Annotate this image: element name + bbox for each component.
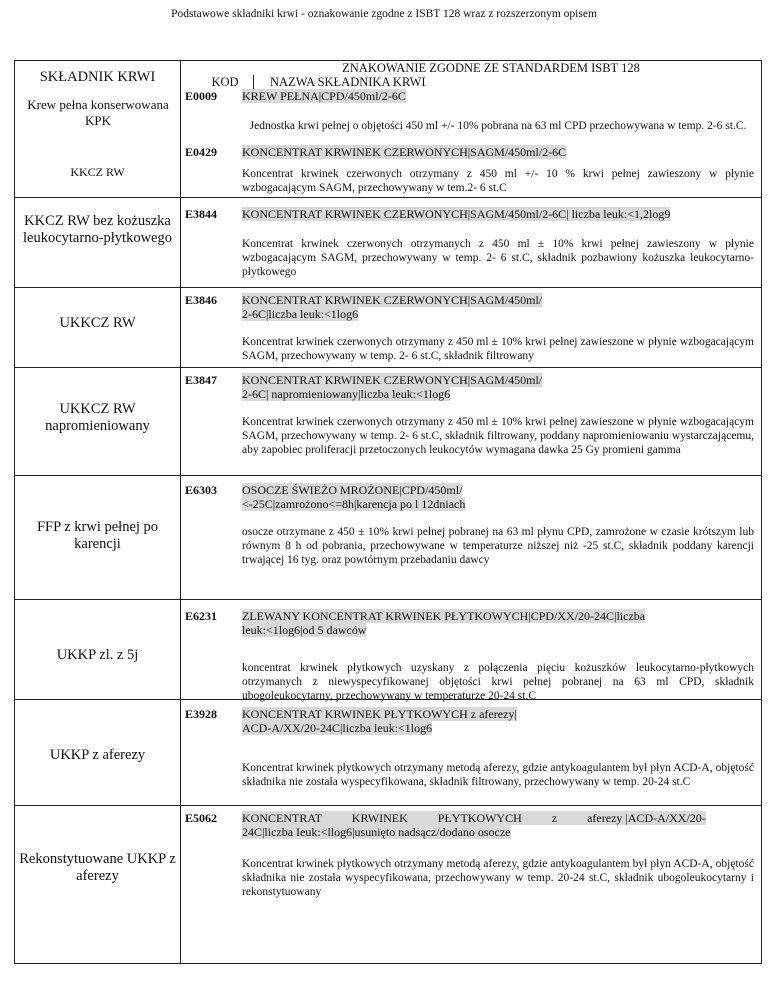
code-e0429: E0429	[185, 145, 218, 159]
row-separator	[15, 367, 761, 368]
label-e3846-line1: KONCENTRAT KRWINEK CZERWONYCH|SAGM/450ml/	[242, 293, 543, 307]
desc-e3846: Koncentrat krwinek czerwonych otrzymany z 450 ml ± 10% krwi pełnej zawieszone w płynie wzbogacającym SAGM, przechowywany w temp. 2- 6 st.C, składnik filtrowany	[242, 336, 754, 362]
component-kkcz-rw-bez-kozuszka: KKCZ RW bez kożuszka leukocytarno-płytkowego	[23, 213, 172, 247]
code-e3928: E3928	[185, 707, 218, 721]
page-header: Podstawowe składniki krwi - oznakowanie zgodne z ISBT 128 wraz z rozszerzonym opisem	[171, 8, 597, 20]
label-e6231-line1: ZLEWANY KONCENTRAT KRWINEK PŁYTKOWYCH|CPD/XX/20-24C|liczba	[242, 609, 646, 623]
label-e0009: KREW PEŁNA|CPD/450ml/2-6C	[242, 89, 406, 103]
label-e3847-line1: KONCENTRAT KRWINEK CZERWONYCH|SAGM/450ml/	[242, 373, 543, 387]
label-e3928-line2: ACD-A/XX/20-24C|liczba leuk:<1log6	[242, 721, 433, 735]
component-rekonstytuowane-ukkp: Rekonstytuowane UKKP z aferezy	[19, 851, 176, 885]
desc-e3847: Koncentrat krwinek czerwonych otrzymany z 450 ml ± 10% krwi pełnej zawieszone w płynie wzbogacającym SAGM, przechowywany w temp. 2- 6 st.C, składnik filtrowany, poddany napromieniowaniu wystarczającemu, aby zapobiec proliferacji przetoczonych leukocytów wymagana dawka 25 Gy promieni gamma	[242, 416, 754, 456]
row-separator	[15, 475, 761, 476]
desc-e6231: koncentrat krwinek płytkowych uzyskany z połączenia pięciu kożuszków leukocytarno-płytkowych otrzymanych z niewyspecyfikowanej objętości krwi pełnej pobranej na 63 ml CPD, składnik ubogoleukocytarny, przechowywany w temperaturze 20-24 st.C	[242, 662, 754, 702]
row-separator	[15, 287, 761, 288]
label-e3847-line2: 2-6C| napromieniowany|liczba leuk:<1log6	[242, 387, 451, 401]
label-e3846-line2: 2-6C|liczba leuk:<1log6	[242, 307, 359, 321]
code-e6303: E6303	[185, 483, 218, 497]
row-separator	[15, 805, 761, 806]
label-e5062-line2: 24C|liczba Ieuk:<llog6|usunięto nadsącz/dodano osocze	[242, 825, 511, 839]
component-ukkp-zl: UKKP zl. z 5j	[56, 647, 139, 663]
label-e6303-line1: OSOCZE ŚWIEŻO MROŻONE|CPD/450ml/	[242, 483, 463, 497]
desc-e3844: Koncentrat krwinek czerwonych otrzymanych z 450 ml ± 10% krwi pełnej zawieszony w płynie wzbogacającym SAGM, przechowywany w temp. 2- 6 st.C, składnik pozbawiony kożuszka leukocytarno-płytkowego	[242, 238, 754, 278]
component-kpk: Krew pełna konserwowana KPK	[27, 97, 169, 128]
label-e6303-line2: <-25C|zamrożono<=8h|karencja po l 12dniach	[242, 497, 466, 511]
name-header: NAZWA SKŁADNIKA KRWI	[253, 75, 426, 90]
label-e0429: KONCENTRAT KRWINEK CZERWONYCH|SAGM/450ml/2-6C	[242, 145, 567, 159]
component-ukkcz-rw: UKKCZ RW	[59, 315, 136, 331]
component-kkcz-rw: KKCZ RW	[70, 165, 125, 179]
desc-e0009: Jednostka krwi pełnej o objętości 450 ml +/- 10% pobrana na 63 ml CPD przechowywana w temp. 2-6 st.C.	[249, 120, 747, 132]
component-ukkp-aferezy: UKKP z aferezy	[49, 747, 146, 763]
row-separator	[15, 599, 761, 600]
col-header-isbt: ZNAKOWANIE ZGODNE ZE STANDARDEM ISBT 128	[342, 61, 640, 75]
kod-header: KOD	[211, 75, 239, 89]
desc-e0429: Koncentrat krwinek czerwonych otrzymany z 450 ml +/- 10 % krwi pełnej zawieszony w płynie wzbogacającym SAGM, przechowywany w tem.2- 6 st.C	[242, 168, 754, 194]
col-header-component: SKŁADNIK KRWI	[39, 69, 156, 85]
code-e3844: E3844	[185, 207, 218, 221]
code-e6231: E6231	[185, 609, 218, 623]
label-e3928-line1: KONCENTRAT KRWINEK PŁYTKOWYCH z aferezy|	[242, 707, 517, 721]
label-e5062-line1: KONCENTRAT KRWINEK PŁYTKOWYCH z aferezy |ACD-A/XX/20-	[242, 811, 706, 825]
code-e0009: E0009	[185, 89, 218, 103]
row-separator	[15, 197, 761, 198]
label-e3844: KONCENTRAT KRWINEK CZERWONYCH|SAGM/450ml/2-6C| liczba leuk:<1,2log9	[242, 207, 671, 221]
code-e3846: E3846	[185, 293, 218, 307]
component-ffp: FFP z krwi pełnej po karencji	[36, 519, 159, 553]
row-separator	[15, 699, 761, 700]
desc-e6303: osocze otrzymane z 450 ± 10% krwi pełnej pobranej na 63 ml płynu CPD, zamrożone w czasie krótszym lub równym 8 h od pobrania, przechowywane w temperaturze niższej niż -25 st.C, składnik poddany karencji trwającej 16 tyg. oraz powtórnym przebadaniu dawcy	[242, 526, 754, 566]
desc-e5062: Koncentrat krwinek płytkowych otrzymany metodą aferezy, gdzie antykoagulantem był płyn ACD-A, objętość składnika nie została wyspecyfikowana, przechowywany w temp. 20-24 st.C, składnik ubogoleukocytarny i rekonstytuowany	[242, 858, 754, 898]
component-ukkcz-rw-napromieniowany: UKKCZ RW napromieniowany	[45, 401, 150, 435]
components-table	[14, 60, 762, 964]
code-e5062: E5062	[185, 811, 218, 825]
desc-e3928: Koncentrat krwinek płytkowych otrzymany metodą aferezy, gdzie antykoagulantem był płyn ACD-A, objętość składnika nie została wyspecyfikowana, składnik filtrowany, przechowywany w temp. 20-24 st.C	[242, 762, 754, 788]
label-e6231-line2: leuk:<1log6|od 5 dawców	[242, 623, 367, 637]
code-e3847: E3847	[185, 373, 218, 387]
